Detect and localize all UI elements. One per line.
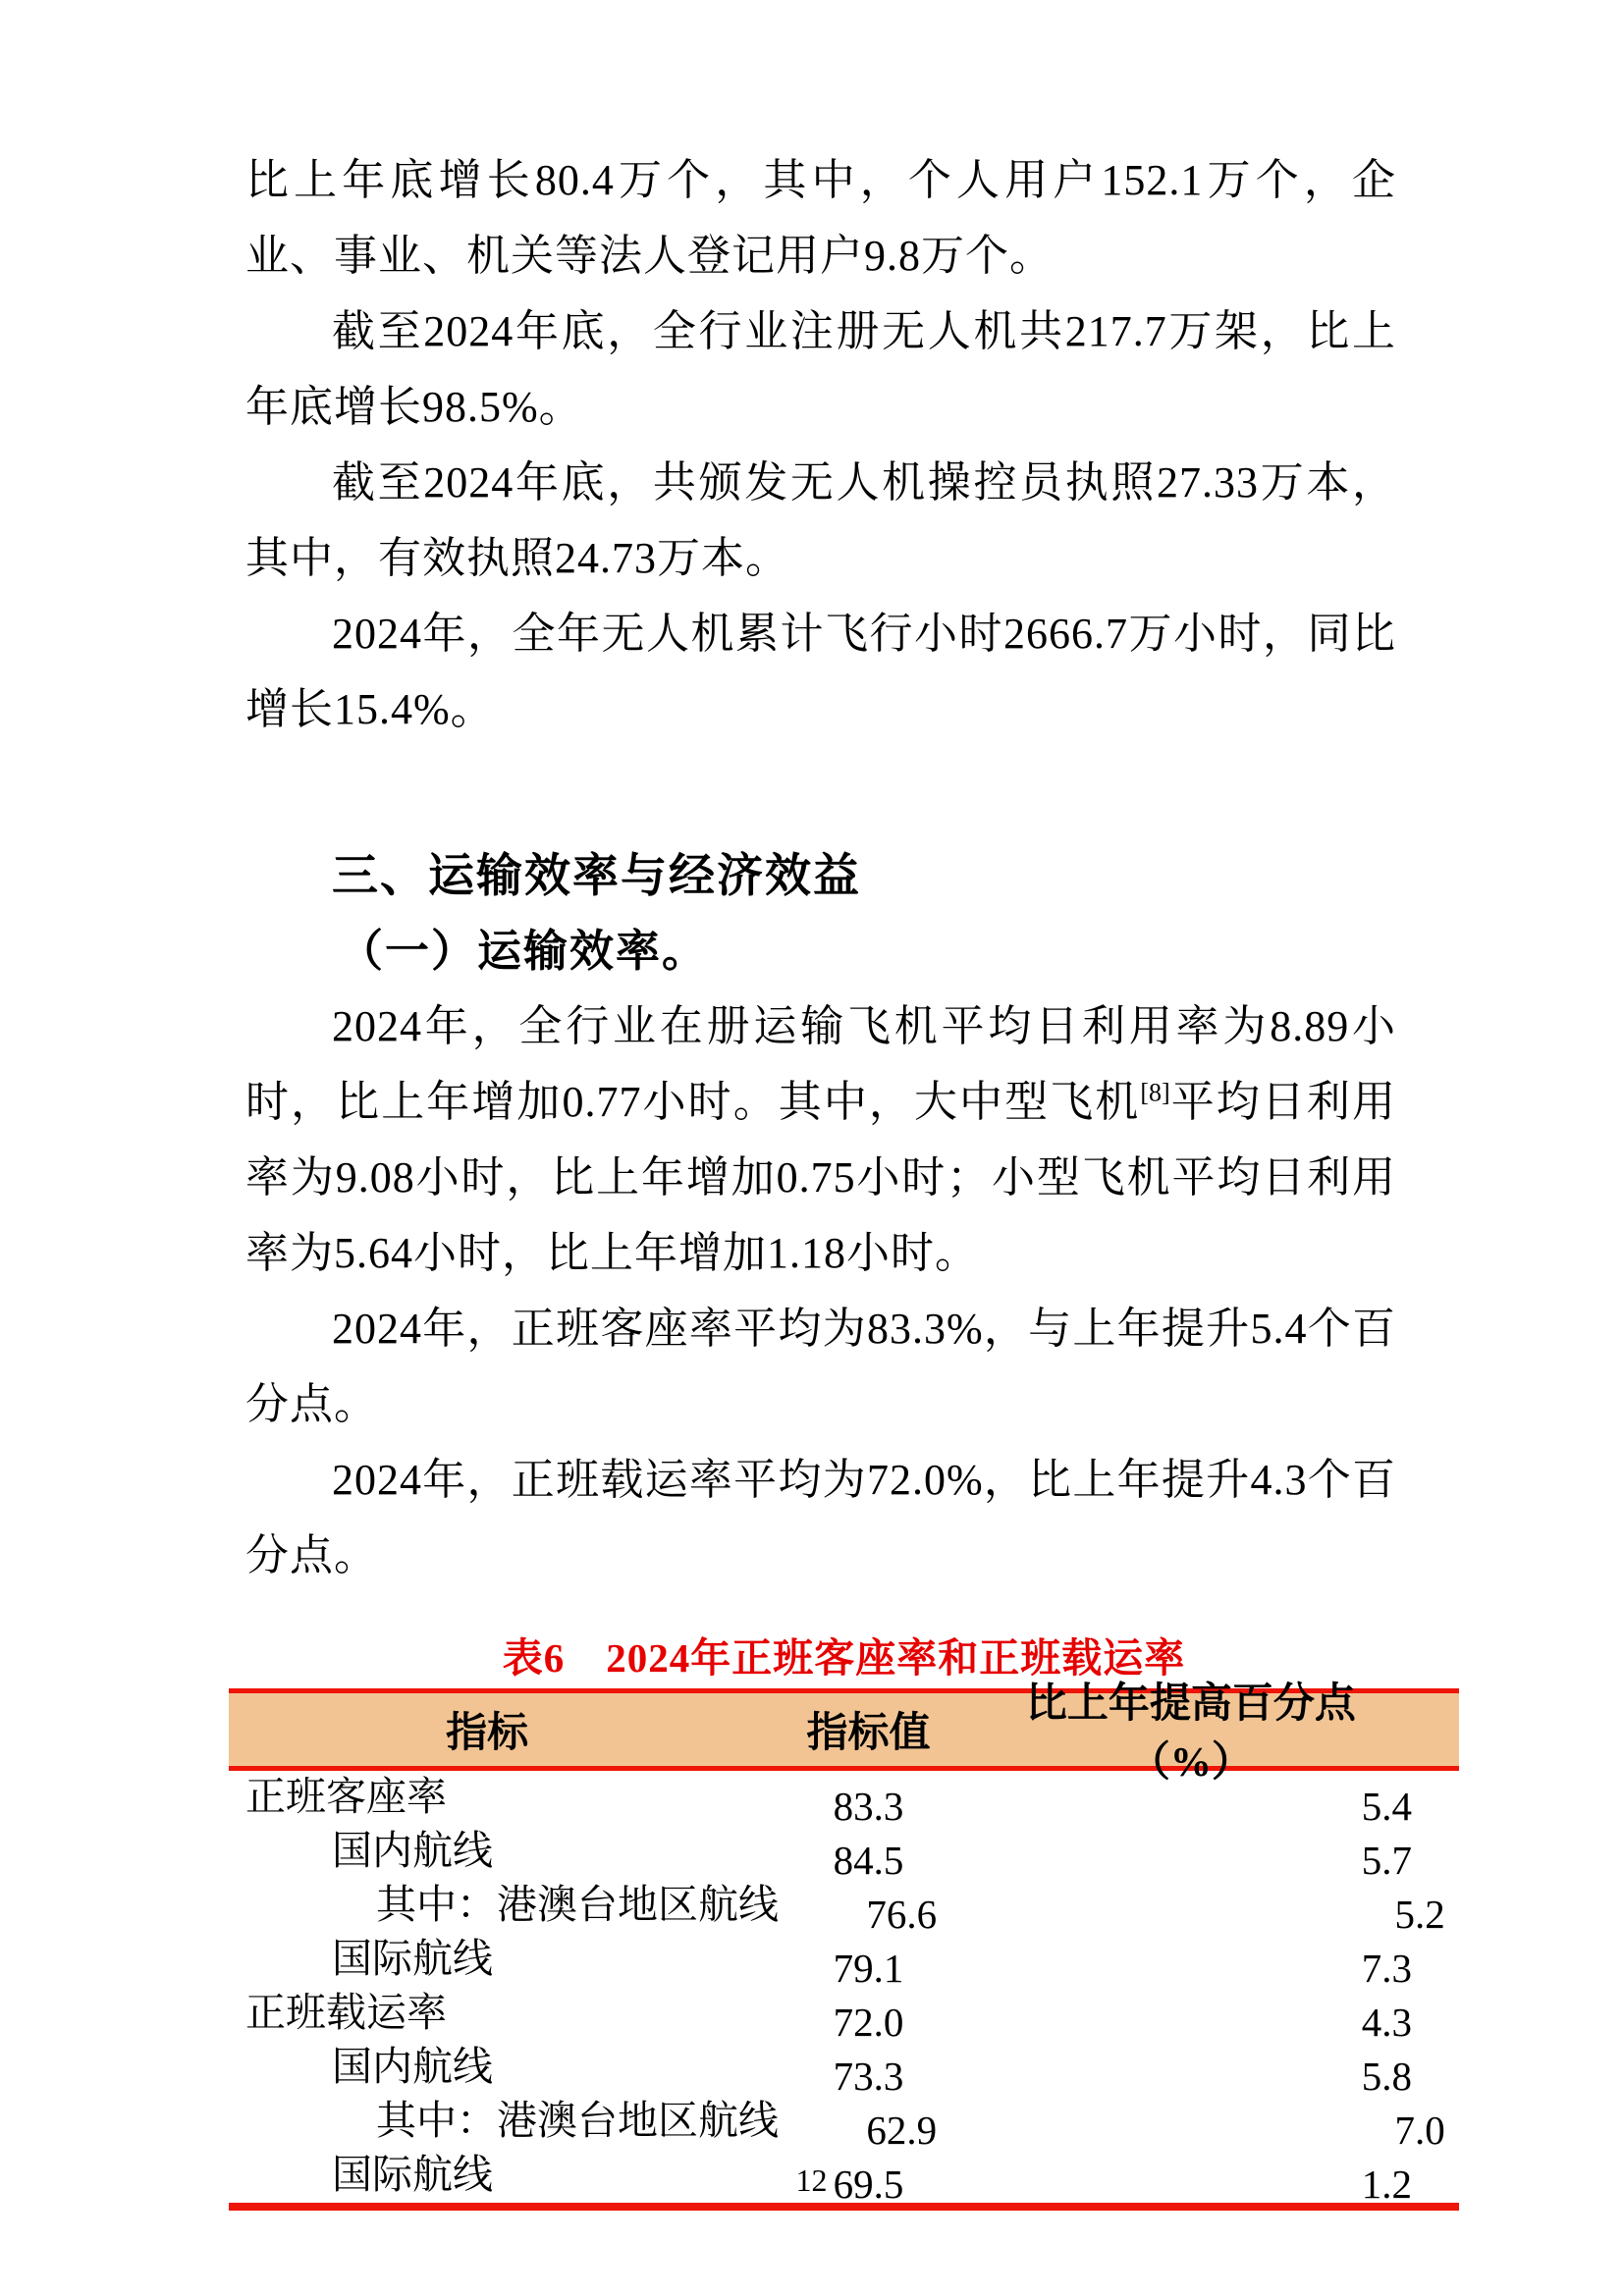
- cell-label: 正班载运率: [245, 1990, 447, 2035]
- paragraph: 2024年，正班载运率平均为72.0%，比上年提升4.3个百分点。: [245, 1456, 1396, 1579]
- column-header-change: 比上年提高百分点（%）: [1025, 1682, 1356, 1786]
- cell-change: 1.2: [1361, 2162, 1412, 2207]
- paragraph: [245, 988, 1396, 1291]
- table-row: [229, 2041, 1459, 2099]
- cell-change: 7.0: [1394, 2108, 1445, 2153]
- cell-label: 国内航线: [332, 2044, 493, 2089]
- cell-label: 其中：港澳台地区航线: [376, 2098, 779, 2143]
- cell-label: 国际航线: [332, 1936, 493, 1981]
- table-header-row: [229, 1682, 1459, 1786]
- cell-value: 83.3: [833, 1784, 904, 1829]
- stats-table-section: [229, 1634, 1459, 2211]
- table-row: [229, 1933, 1459, 1991]
- cell-value: 73.3: [833, 2054, 904, 2099]
- cell-change: 5.8: [1361, 2054, 1412, 2099]
- cell-label: 其中：港澳台地区航线: [376, 1882, 779, 1927]
- cell-change: 7.3: [1361, 1946, 1412, 1991]
- cell-value: 76.6: [866, 1892, 938, 1937]
- cell-value: 72.0: [833, 2000, 904, 2045]
- cell-change: 5.4: [1361, 1784, 1412, 1829]
- column-header-value: 指标值: [806, 1711, 931, 1756]
- cell-change: 4.3: [1361, 2000, 1412, 2045]
- cell-change: 5.2: [1394, 1892, 1445, 1937]
- stats-table: [229, 1682, 1459, 2211]
- paragraph: 比上年底增长80.4万个，其中，个人用户152.1万个，企业、事业、机关等法人登记用户9.8万个。: [245, 156, 1396, 280]
- page-content: [245, 0, 1445, 2211]
- table-row: [229, 1825, 1459, 1883]
- cell-change: 5.7: [1361, 1838, 1412, 1883]
- cell-value: 62.9: [866, 2108, 938, 2153]
- cell-value: 69.5: [833, 2162, 904, 2207]
- table-title: 表6 2024年正班客座率和正班载运率: [502, 1635, 1186, 1681]
- cell-label: 正班客座率: [245, 1774, 447, 1819]
- page-number: 12: [795, 2163, 828, 2198]
- paragraph: 2024年，正班客座率平均为83.3%，与上年提升5.4个百分点。: [245, 1305, 1396, 1428]
- table-row: [229, 1879, 1459, 1937]
- table-row: [229, 2095, 1459, 2153]
- cell-value: 84.5: [833, 1838, 904, 1883]
- table-row: [229, 1987, 1459, 2045]
- paragraph: 截至2024年底，全行业注册无人机共217.7万架，比上年底增长98.5%。: [245, 307, 1396, 431]
- sub-section-heading: （一）运输效率。: [339, 927, 709, 976]
- paragraph-text: 平均日利用率为9.08小时，比上年增加0.75小时；小型飞机平均日利用率为5.64小时，比上年增加1.18小时。: [245, 1078, 1397, 1277]
- cell-label: 国际航线: [332, 2152, 493, 2197]
- paragraph: 2024年，全年无人机累计飞行小时2666.7万小时，同比增长15.4%。: [245, 610, 1396, 733]
- table-body: [229, 1771, 1459, 2211]
- table-row: [229, 1771, 1459, 1829]
- section-heading: 三、运输效率与经济效益: [332, 849, 861, 901]
- paragraph: 截至2024年底，共颁发无人机操控员执照27.33万本，其中，有效执照24.73万本。: [245, 458, 1396, 582]
- column-header-indicator: 指标: [446, 1711, 529, 1756]
- paragraph-text: 2024年，全行业在册运输飞机平均日利用率为8.89小时，比上年增加0.77小时。其中，大中型飞机: [245, 1002, 1396, 1126]
- cell-label: 国内航线: [332, 1828, 493, 1873]
- footnote-marker: [8]: [1140, 1078, 1170, 1107]
- cell-value: 79.1: [833, 1946, 904, 1991]
